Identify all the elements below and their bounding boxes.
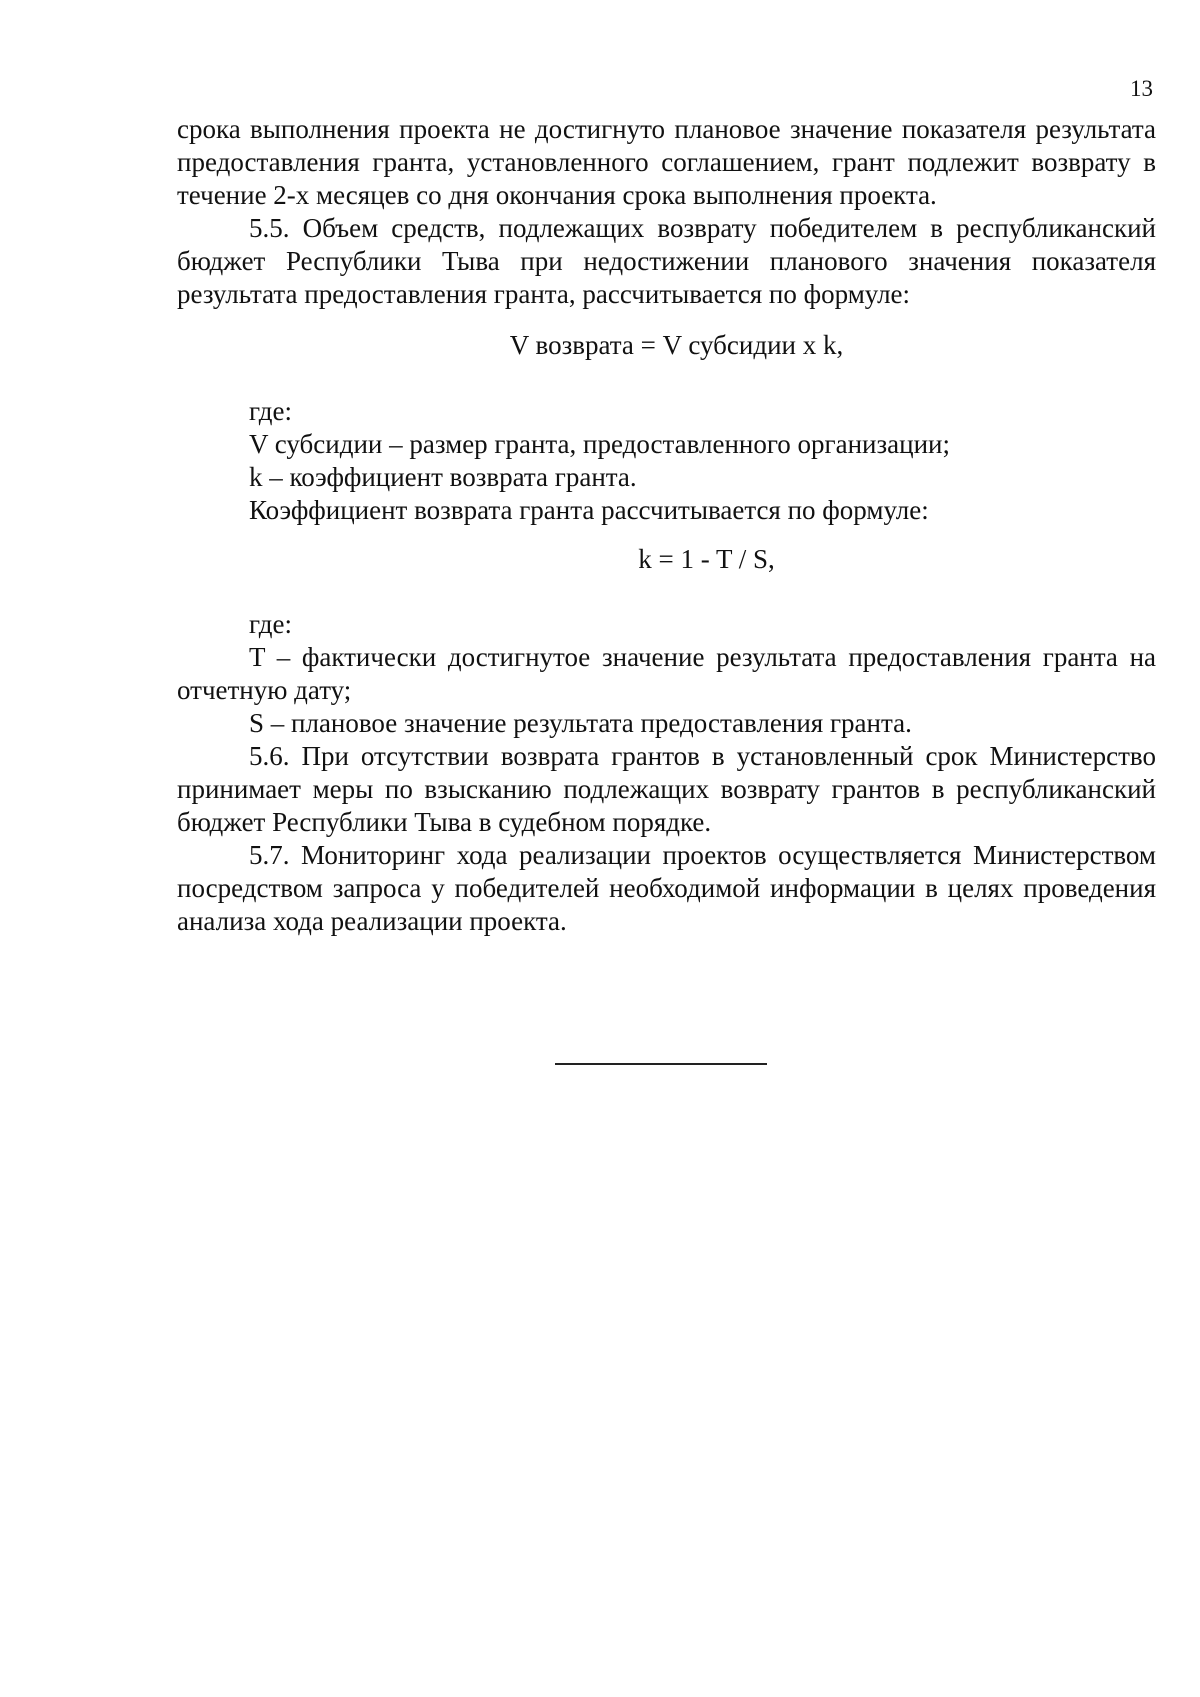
- end-divider-line: [555, 1063, 767, 1065]
- definition-v-subsidy: V субсидии – размер гранта, предоставленного организации;: [249, 429, 950, 459]
- paragraph-5-6: 5.6. При отсутствии возврата грантов в установленный срок Министерство принимает меры по взысканию подлежащих возврату грантов в республиканский бюджет Республики Тыва в судебном порядке.: [177, 741, 1156, 837]
- paragraph-continuation: срока выполнения проекта не достигнуто плановое значение показателя результата предоставления гранта, установленного соглашением, грант подлежит возврату в течение 2-х месяцев со дня окончания срока выполнения проекта.: [177, 114, 1156, 210]
- page-number: 13: [1130, 76, 1153, 101]
- paragraph-5-7: 5.7. Мониторинг хода реализации проектов осуществляется Министерством посредством запроса у победителей необходимой информации в целях проведения анализа хода реализации проекта.: [177, 840, 1156, 936]
- definition-k: k – коэффициент возврата гранта.: [249, 462, 637, 492]
- document-body: [177, 113, 1156, 938]
- formula-coefficient: k = 1 - T / S,: [638, 544, 775, 574]
- definition-t: T – фактически достигнутое значение результата предоставления гранта на отчетную дату;: [177, 642, 1156, 705]
- definition-s: S – плановое значение результата предоставления гранта.: [249, 708, 912, 738]
- coefficient-intro: Коэффициент возврата гранта рассчитывается по формуле:: [249, 495, 929, 525]
- paragraph-5-5: 5.5. Объем средств, подлежащих возврату победителем в республиканский бюджет Республики Тыва при недостижении планового значения показателя результата предоставления гранта, рассчитывается по формуле:: [177, 213, 1156, 309]
- where-label-2: где:: [249, 609, 292, 639]
- where-label-1: где:: [249, 396, 292, 426]
- formula-return-volume: V возврата = V субсидии x k,: [509, 330, 844, 360]
